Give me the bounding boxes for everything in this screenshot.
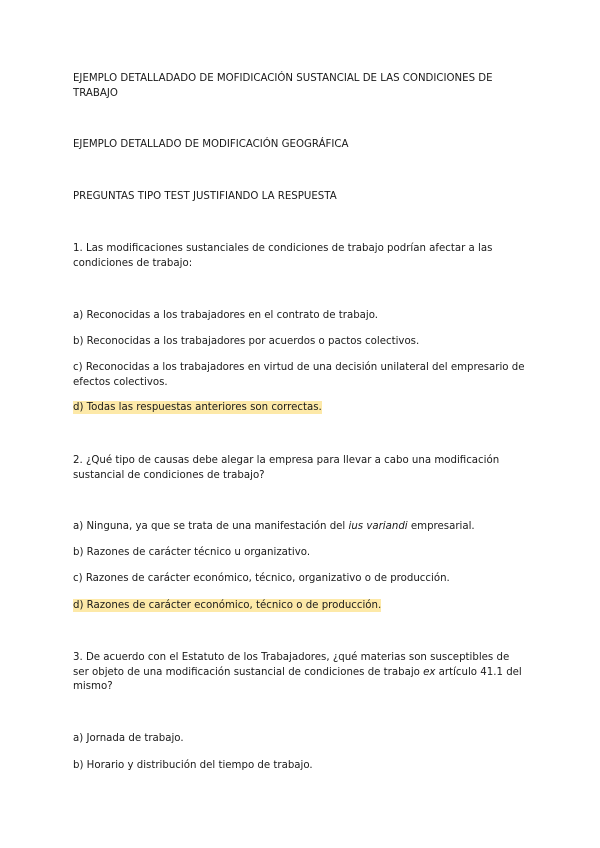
question-3-italic-term: ex <box>423 666 436 678</box>
question-2-option-a <box>73 520 528 535</box>
question-3-text-start: 3. De acuerdo con el Estatuto de los Trabajadores, ¿qué materias son susceptibles de ser objeto de una modificación sustancial de condiciones de trabajo <box>73 652 510 678</box>
question-2-text: 2. ¿Qué tipo de causas debe alegar la empresa para llevar a cabo una modificación sustancial de condiciones de trabajo? <box>73 455 500 481</box>
question-3-text-end: artículo 41.1 del mismo? <box>73 666 522 692</box>
question-2-option-c: c) Razones de carácter económico, técnico, organizativo o de producción. <box>73 573 450 584</box>
option-a-text-end: empresarial. <box>407 521 475 532</box>
option-a-text-start: a) Ninguna, ya que se trata de una manifestación del <box>73 521 349 532</box>
section-title: PREGUNTAS TIPO TEST JUSTIFIANDO LA RESPUESTA <box>73 191 337 202</box>
question-2-option-d <box>73 599 528 614</box>
question-1-option-d <box>73 401 528 416</box>
question-3-option-b: b) Horario y distribución del tiempo de trabajo. <box>73 760 313 771</box>
question-3-text <box>73 651 528 695</box>
document-subtitle: EJEMPLO DETALLADO DE MODIFICACIÓN GEOGRÁFICA <box>73 139 349 150</box>
question-1-text: 1. Las modificaciones sustanciales de condiciones de trabajo podrían afectar a las condiciones de trabajo: <box>73 243 493 269</box>
question-2-option-b: b) Razones de carácter técnico u organizativo. <box>73 547 311 558</box>
document-title: EJEMPLO DETALLADADO DE MOFIDICACIÓN SUSTANCIAL DE LAS CONDICIONES DE TRABAJO <box>73 73 493 99</box>
question-1-option-c: c) Reconocidas a los trabajadores en virtud de una decisión unilateral del empresario de efectos colectivos. <box>73 362 525 388</box>
question-1-option-b: b) Reconocidas a los trabajadores por acuerdos o pactos colectivos. <box>73 336 420 347</box>
option-a-italic-term: ius variandi <box>348 521 408 532</box>
highlighted-answer: d) Razones de carácter económico, técnico o de producción. <box>73 600 382 611</box>
question-3-option-a: a) Jornada de trabajo. <box>73 733 184 744</box>
question-1-option-a: a) Reconocidas a los trabajadores en el contrato de trabajo. <box>73 310 379 321</box>
highlighted-answer: d) Todas las respuestas anteriores son correctas. <box>73 402 322 413</box>
